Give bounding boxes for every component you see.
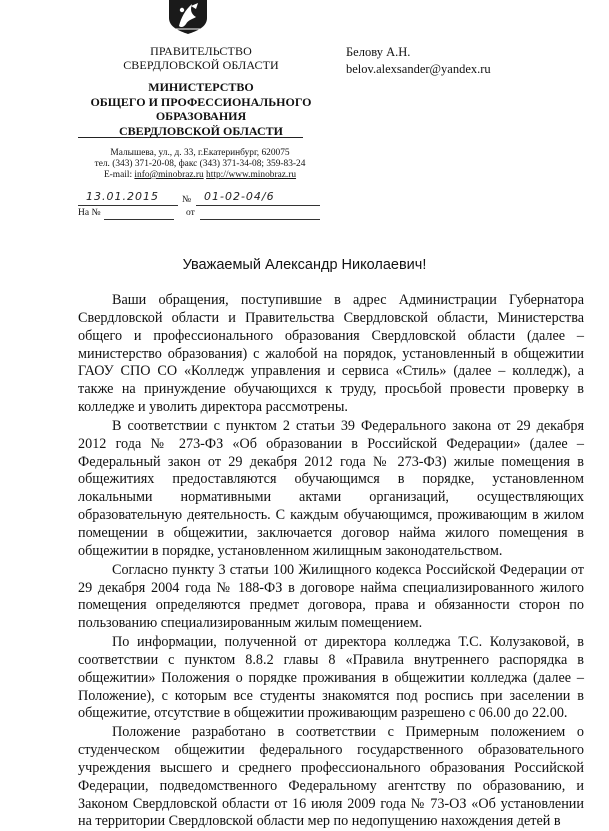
recipient-block: [346, 44, 491, 78]
address-block: [60, 148, 340, 181]
date-handwritten: 13.01.2015: [86, 190, 159, 203]
government-line-2: СВЕРДЛОВСКОЙ ОБЛАСТИ: [123, 58, 279, 72]
government-line-1: ПРАВИТЕЛЬСТВО: [150, 44, 252, 58]
header-divider: [78, 137, 303, 138]
paragraph: В соответствии с пунктом 2 статьи 39 Федерального закона от 29 декабря 2012 года № 273-ФЗ «Об образовании в Российской Федерации» (далее – Федеральный закон от 29 декабря 2012 года № 273-ФЗ) жилые помещения в общежитиях предоставляются обучающимся в порядке, установленном локальными нормативными актами организаций, осуществляющих образовательную деятельность. С каждым обучающимся, проживающим в жилом помещении в общежитии, заключается договор найма жилого помещения в общежитии в порядке, установленном жилищным законодательством.: [78, 417, 584, 559]
ministry-line-3: ОБРАЗОВАНИЯ: [155, 109, 247, 123]
number-underline: [196, 205, 320, 206]
ref-from-underline: [200, 219, 320, 220]
ref-from-label: от: [186, 208, 195, 218]
recipient-name: Белову А.Н.: [346, 45, 411, 59]
number-handwritten: 01-02-04/6: [204, 190, 275, 203]
ministry-line-1: МИНИСТЕРСТВО: [148, 80, 254, 94]
website-link[interactable]: http://www.minobraz.ru: [206, 170, 297, 180]
number-sign: №: [182, 195, 192, 205]
contact-line: [60, 170, 340, 181]
coat-of-arms-icon: [167, 0, 209, 34]
government-title: [86, 44, 316, 72]
email-label: E-mail:: [103, 170, 133, 180]
date-underline: [78, 205, 178, 206]
ministry-line-4: СВЕРДЛОВСКОЙ ОБЛАСТИ: [119, 123, 283, 138]
ministry-line-2: ОБЩЕГО И ПРОФЕССИОНАЛЬНОГО: [90, 94, 312, 109]
paragraph: Ваши обращения, поступившие в адрес Администрации Губернатора Свердловской области и Правительства Свердловской области, Министерства общего и профессионального образования Свердловской области (далее – министерство образования) с жалобой на порядок, установленный в общежитии ГАОУ СПО СО «Колледж управления и сервиса «Стиль» (далее – колледж), а также на принуждение обучающихся к труду, просьбой провести проверку в колледже и уволить директора рассмотрены.: [78, 292, 584, 416]
ref-underline: [104, 219, 174, 220]
email-link[interactable]: info@minobraz.ru: [134, 170, 204, 180]
paragraph: По информации, полученной от директора колледжа Т.С. Колузаковой, в соответствии с пунктом 8.8.2 главы 8 «Правила внутреннего распорядка в общежитии» Положения о порядке проживания в общежитии колледжа (далее – Положение), с которым все студенты знакомятся под роспись при заселении в общежитие, отсутствие в общежитии проживающим разрешено с 06.00 до 22.00.: [78, 634, 584, 722]
greeting: Уважаемый Александр Николаевич!: [182, 257, 427, 273]
ref-label: На №: [78, 208, 101, 218]
address-line: Малышева, ул., д. 33, г.Екатеринбург, 620075: [110, 148, 290, 158]
paragraph: Положение разработано в соответствии с Примерным положением о студенческом общежитии федерального государственного образовательного учреждения высшего и среднего профессионального образования Российской Федерации, подведомственного Федеральному агентству по образованию, и Законом Свердловской области от 16 июля 2009 года № 73-ОЗ «Об установлении на территории Свердловской области мер по недопущению нахождения детей в: [78, 724, 584, 830]
letter-body: [78, 292, 584, 831]
recipient-email: belov.alexsander@yandex.ru: [346, 62, 491, 76]
ministry-title: [56, 80, 346, 138]
phone-line: тел. (343) 371-20-08, факс (343) 371-34-08; 359-83-24: [94, 159, 306, 169]
paragraph: Согласно пункту 3 статьи 100 Жилищного кодекса Российской Федерации от 29 декабря 2004 года № 188-ФЗ в договоре найма специализированного жилого помещения определяются предмет договора, права и обязанности сторон по пользованию специализированным жилым помещением.: [78, 561, 584, 632]
